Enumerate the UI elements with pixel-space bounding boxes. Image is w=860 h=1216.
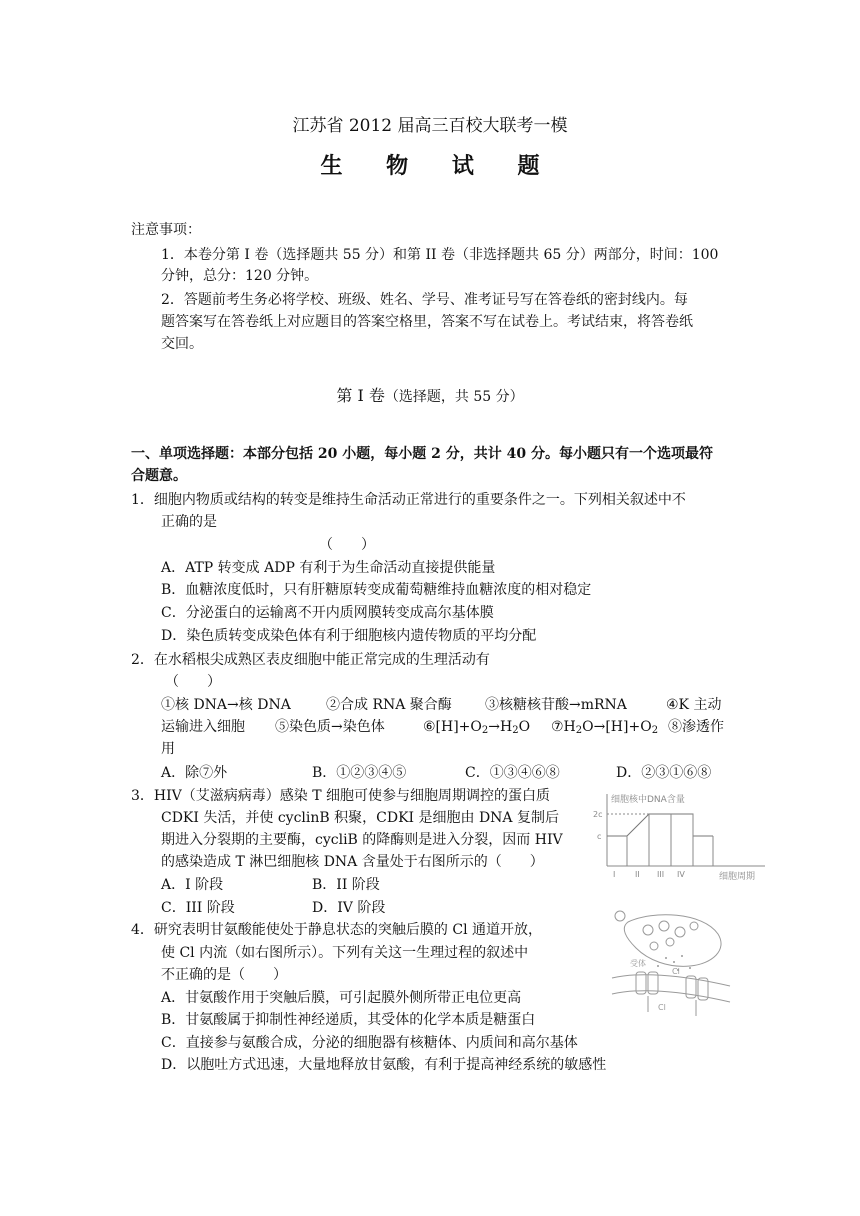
q1-stem-line-1: 1．细胞内物质或结构的转变是维持生命活动正常进行的重要条件之一。下列相关叙述中不 (131, 492, 686, 508)
q3-option-a: A．I 阶段 (161, 877, 224, 893)
receptor-label: 受体 (630, 959, 646, 968)
notice-item-2-line-1: 2．答题前考生务必将学校、班级、姓名、学号、准考证号写在答卷纸的密封线内。每 (161, 292, 688, 308)
q4-option-c: C．直接参与氨酸合成，分泌的细胞器有核糖体、内质间和高尔基体 (161, 1035, 578, 1051)
vesicle-icon (615, 911, 625, 921)
exam-subtitle: 生 物 试 题 (320, 153, 558, 179)
q2-item-1: ①核 DNA→核 DNA (161, 697, 291, 713)
q4-line-3: 不正确的是（ ） (161, 967, 287, 983)
q2-option-b: B．①②③④⑤ (312, 765, 407, 781)
section-label: 第 I 卷 (336, 386, 385, 405)
q1-option-a: A．ATP 转变成 ADP 有利于为生命活动直接提供能量 (161, 560, 496, 576)
notice-item-2-line-3: 交回。 (161, 336, 203, 352)
figure-stage-2: II (635, 870, 640, 879)
notice-item-2-line-2: 题答案写在答卷纸上对应题目的答案空格里，答案不写在试卷上。考试结束，将答卷纸 (161, 314, 693, 330)
q3-line-1: 3．HIV（艾滋病病毒）感染 T 细胞可使参与细胞周期调控的蛋白质 (131, 788, 550, 804)
q4-option-d: D．以胞吐方式迅速，大量地释放甘氨酸，有利于提高神经系统的敏感性 (161, 1057, 607, 1073)
q1-option-d: D．染色质转变成染色体有利于细胞核内遗传物质的平均分配 (161, 628, 537, 644)
figure-stage-4: IV (677, 870, 685, 879)
figure-x-label: 细胞周期 (719, 872, 756, 882)
q1-answer-blank: （ ） (319, 537, 375, 553)
q4-option-a: A．甘氨酸作用于突触后膜，可引起膜外侧所带正电位更高 (161, 990, 522, 1006)
cl-label-2: Cl (658, 1003, 666, 1012)
q2-option-a: A．除⑦外 (161, 765, 228, 781)
q2-item-3: ③核糖核苷酸→mRNA (485, 697, 627, 713)
q3-line-4: 的感染造成 T 淋巴细胞核 DNA 含量处于右图所示的（ ） (161, 854, 544, 870)
section-heading (0, 386, 860, 407)
postsynaptic-membrane-bottom (612, 991, 730, 1002)
q1-stem-line-2: 正确的是 (161, 514, 217, 530)
q2-item-2: ②合成 RNA 聚合酶 (326, 697, 452, 713)
q1-option-b: B．血糖浓度低时，只有肝糖原转变成葡萄糖维持血糖浓度的相对稳定 (161, 582, 592, 598)
figure-y-tick-c: c (597, 832, 602, 841)
q2-stem: 2．在水稻根尖成熟区表皮细胞中能正常完成的生理活动有 (131, 652, 490, 668)
figure-y-label: 细胞核中DNA含量 (611, 795, 685, 805)
notice-item-1-line-2: 分钟，总分：120 分钟。 (161, 268, 319, 284)
dna-content-figure (585, 788, 775, 884)
part-1-line-1: 一、单项选择题：本部分包括 20 小题，每小题 2 分，共计 40 分。每小题只有一个选项最符 (131, 446, 713, 462)
q2-item-6: $⑥[H]+O_2\to H_2O$ (423, 719, 531, 736)
q4-line-2: 使 Cl 内流（如右图所示）。下列有关这一生理过程的叙述中 (161, 945, 529, 961)
q4-line-1: 4．研究表明甘氨酸能使处于静息状态的突触后膜的 Cl 通道开放， (131, 922, 542, 938)
figure-stage-1: I (613, 870, 616, 879)
figure-stage-3: III (657, 870, 665, 879)
q2-item-8-cont: 用 (161, 741, 175, 757)
q3-option-d: D．IV 阶段 (312, 900, 386, 916)
part-1-line-2: 合题意。 (131, 468, 187, 484)
q2-option-d: D．②③①⑥⑧ (616, 765, 712, 781)
section-note: （选择题，共 55 分） (384, 389, 524, 405)
q2-item-4-cont: 运输进入细胞 (161, 719, 245, 735)
dna-curve (607, 814, 713, 836)
q3-option-b: B．II 阶段 (312, 877, 380, 893)
q2-item-8: ⑧渗透作 (668, 719, 724, 735)
q2-item-4: ④K 主动 (666, 697, 722, 713)
q2-option-c: C．①③④⑥⑧ (465, 765, 560, 781)
notice-heading: 注意事项： (131, 222, 201, 238)
q2-answer-blank: （ ） (165, 674, 221, 690)
q2-item-7: $⑦H_2O\to[H]+O_2$ (551, 719, 659, 736)
q4-option-b: B．甘氨酸属于抑制性神经递质，其受体的化学本质是糖蛋白 (161, 1012, 536, 1028)
cl-label-1: Cl (672, 967, 680, 976)
q3-line-3: 期进入分裂期的主要酶，cycliB 的降酶则是进入分裂，因而 HIV (161, 832, 563, 848)
figure-y-tick-2c: 2c (593, 810, 603, 819)
q2-item-5: ⑤染色质→染色体 (275, 719, 385, 735)
q3-option-c: C．III 阶段 (161, 900, 235, 916)
synapse-figure (608, 908, 738, 1026)
postsynaptic-membrane-top (612, 975, 730, 986)
exam-title: 江苏省 2012 届高三百校大联考一模 (292, 116, 568, 136)
notice-item-1-line-1: 1．本卷分第 I 卷（选择题共 55 分）和第 II 卷（非选择题共 65 分）两部分，时间：100 (161, 247, 719, 263)
q1-option-c: C．分泌蛋白的运输离不开内质网膜转变成高尔基体膜 (161, 605, 494, 621)
q3-line-2: CDKI 失活，并使 cyclinB 积聚，CDKI 是细胞由 DNA 复制后 (161, 810, 559, 826)
